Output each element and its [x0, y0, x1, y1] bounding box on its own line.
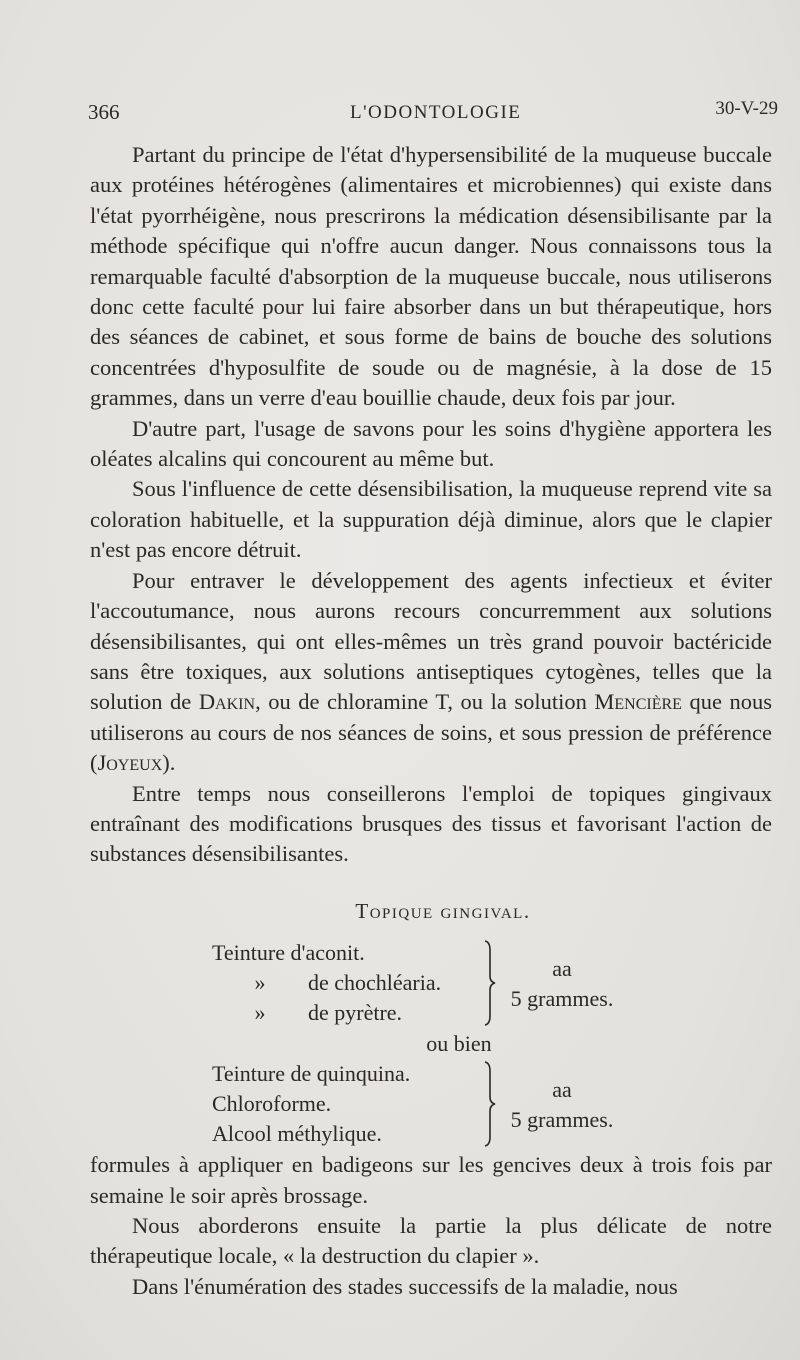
- formula-line: » de pyrètre.: [254, 1000, 403, 1026]
- brace-icon: [482, 1061, 496, 1147]
- formula-line: Teinture de quinquina.: [212, 1061, 411, 1087]
- paragraph: formules à appliquer en badigeons sur les gencives deux à trois fois par semaine le soir après brossage.: [90, 1152, 772, 1208]
- paragraph: Partant du principe de l'état d'hypersensibilité de la muqueuse buccale aux protéines hétérogènes (alimentaires et microbiennes) qui existe dans l'état pyorrhéigène, nous prescrirons la médication désensibilisante par la méthode spécifique qui n'offre aucun danger. Nous connaissons tous la remarquable faculté d'absorption de la muqueuse buccale, nous utiliserons donc cette faculté pour lui faire absorber dans un but thérapeutique, hors des séances de cabinet, et sous forme de bains de bouche des solutions concentrées d'hyposulfite de soude ou de magnésie, à la dose de 15 grammes, dans un verre d'eau bouillie chaude, deux fois par jour.: [90, 142, 772, 411]
- formula-block-2: [212, 1059, 732, 1150]
- dose-aa: aa: [552, 1077, 572, 1103]
- page-header: [88, 100, 778, 130]
- formula-line: Alcool méthylique.: [212, 1121, 382, 1147]
- paragraph: Sous l'influence de cette désensibilisation, la muqueuse reprend vite sa coloration habituelle, et la suppuration déjà diminue, alors que le clapier n'est pas encore détruit.: [90, 476, 772, 563]
- formula-block-1: [212, 938, 732, 1029]
- paragraph: Entre temps nous conseillerons l'emploi de topiques gingivaux entraînant des modifications brusques des tissus et favorisant l'action de substances désensibilisantes.: [90, 780, 772, 867]
- section-heading: Topique gingival.: [355, 898, 531, 923]
- formula-line: » de chochléaria.: [254, 970, 442, 996]
- dose-amount: 5 grammes.: [510, 1107, 614, 1133]
- brace-icon: [482, 940, 496, 1026]
- page-number: 366: [88, 100, 120, 124]
- paragraph-text: , ou de chloramine T, ou la solution: [255, 689, 595, 715]
- paragraph: D'autre part, l'usage de savons pour les soins d'hygiène apportera les oléates alcalins qui concourent au même but.: [90, 415, 772, 472]
- author-name: Dakin: [198, 689, 256, 715]
- dose-aa: aa: [552, 956, 572, 982]
- paragraph: Dans l'énumération des stades successifs de la maladie, nous: [132, 1273, 678, 1299]
- paragraph: Nous aborderons ensuite la partie la plus délicate de notre thérapeutique locale, « la destruction du clapier ».: [90, 1212, 772, 1269]
- or-separator: ou bien: [426, 1031, 492, 1057]
- page-body: [90, 140, 772, 1302]
- handwritten-date: 30-V-29: [715, 98, 778, 119]
- author-name: Mencière: [594, 689, 682, 715]
- formula-line: Teinture d'aconit.: [212, 940, 365, 966]
- formula-line: Chloroforme.: [212, 1091, 332, 1117]
- paragraph: [90, 566, 772, 779]
- paragraph-text: Pour entraver le développement des agents infectieux et éviter l'accoutumance, nous aurons recours concurremment aux solutions désensibilisantes, qui ont elles-mêmes un très grand pouvoir bactéricide sans être toxiques, aux solutions antiseptiques cytogènes, telles que la solution de: [90, 567, 772, 715]
- paragraph-text: que nous utiliserons au cours de nos séances de soins, et sous pression de préférence (: [90, 689, 773, 776]
- dose-amount: 5 grammes.: [510, 986, 614, 1012]
- author-name: Joyeux: [97, 750, 163, 776]
- running-title: L'ODONTOLOGIE: [350, 102, 522, 123]
- paragraph-text: ).: [162, 750, 176, 776]
